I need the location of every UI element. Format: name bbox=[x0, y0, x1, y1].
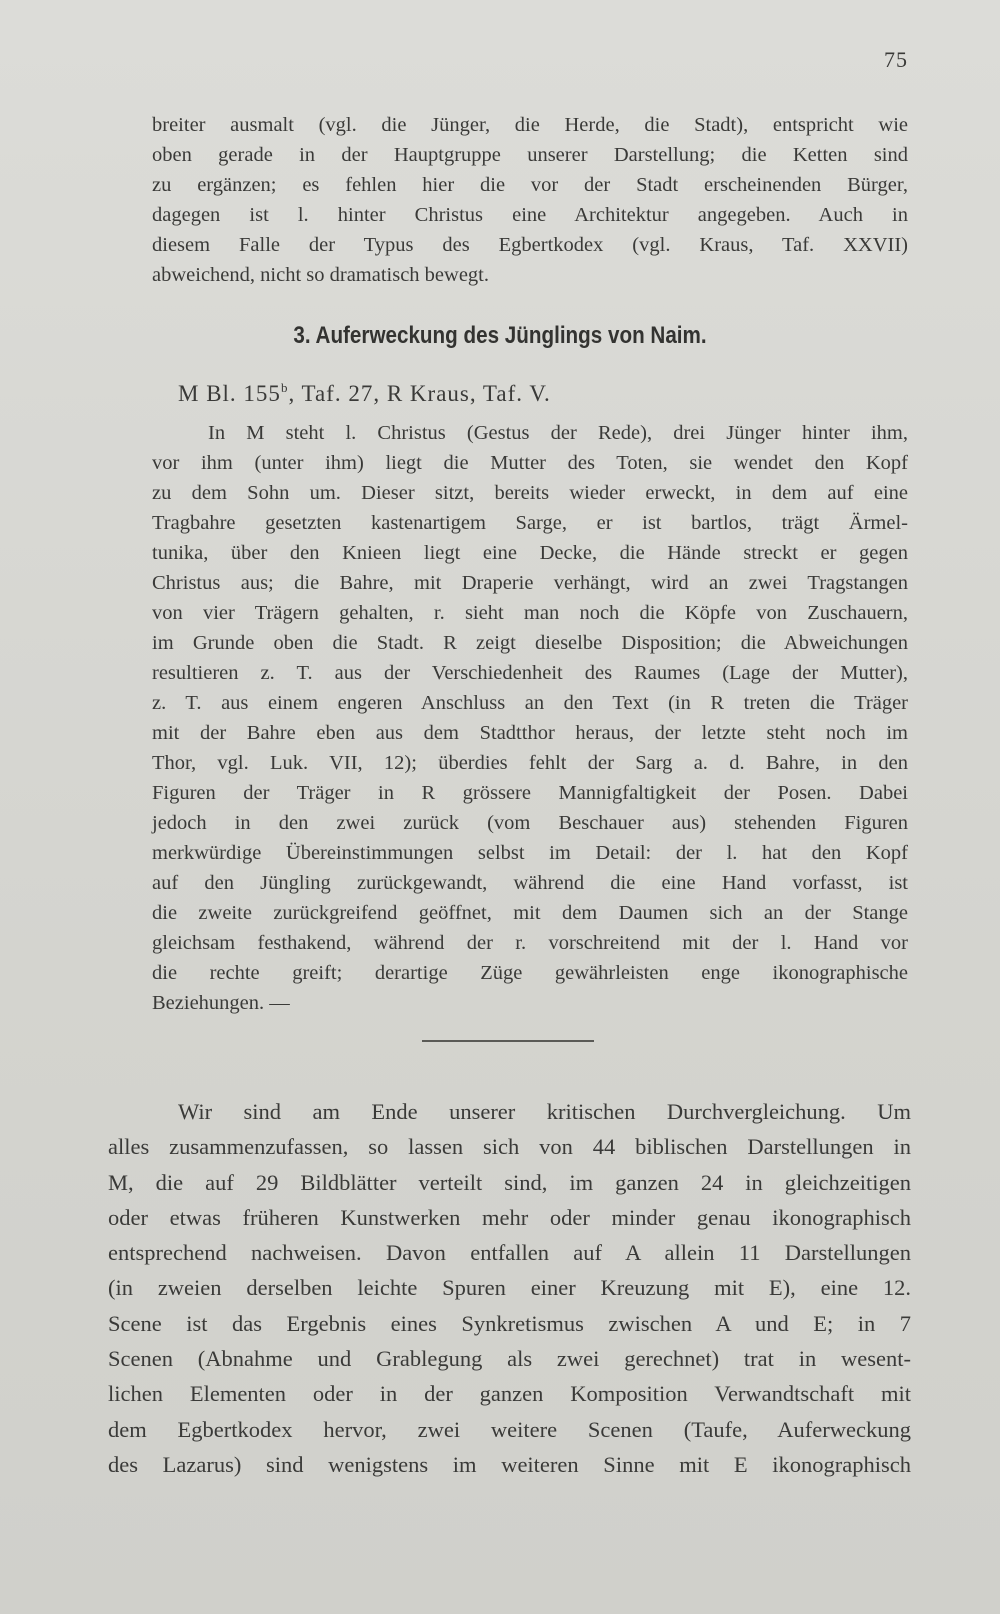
text-line: M, die auf 29 Bildblätter verteilt sind, im ganzen 24 in gleichzeitigen bbox=[108, 1169, 911, 1195]
text-line: Figuren der Träger in R grössere Mannigfaltigkeit der Posen. Dabei bbox=[152, 782, 908, 804]
text-line: abweichend, nicht so dramatisch bewegt. bbox=[152, 264, 489, 286]
text-line: oben gerade in der Hauptgruppe unserer Darstellung; die Ketten sind bbox=[152, 144, 908, 166]
text-line: (in zweien derselben leichte Spuren einer Kreuzung mit E), eine 12. bbox=[108, 1275, 911, 1301]
text-line: Wir sind am Ende unserer kritischen Durchvergleichung. Um bbox=[178, 1099, 911, 1124]
text-line: breiter ausmalt (vgl. die Jünger, die Herde, die Stadt), entspricht wie bbox=[152, 114, 908, 136]
text-line: jedoch in den zwei zurück (vom Beschauer aus) stehenden Figuren bbox=[152, 812, 908, 834]
section-divider bbox=[422, 1040, 594, 1042]
source-superscript: b bbox=[280, 380, 289, 395]
text-line: Beziehungen. — bbox=[152, 992, 290, 1014]
text-line: Scene ist das Ergebnis eines Synkretismus zwischen A und E; in 7 bbox=[108, 1310, 911, 1336]
text-line: alles zusammenzufassen, so lassen sich von 44 biblischen Darstellungen in bbox=[108, 1134, 911, 1160]
text-line: oder etwas früheren Kunstwerken mehr oder minder genau ikonographisch bbox=[108, 1204, 911, 1230]
text-line: die rechte greift; derartige Züge gewährleisten enge ikonographische bbox=[152, 962, 908, 984]
text-line: des Lazarus) sind wenigstens im weiteren Sinne mit E ikonographisch bbox=[108, 1451, 911, 1477]
source-text: , Taf. 27, R Kraus, Taf. V. bbox=[288, 381, 551, 406]
text-line: z. T. aus einem engeren Anschluss an den Text (in R treten die Träger bbox=[152, 692, 908, 714]
text-line: diesem Falle der Typus des Egbertkodex (vgl. Kraus, Taf. XXVII) bbox=[152, 234, 908, 256]
text-line: zu ergänzen; es fehlen hier die vor der Stadt erscheinenden Bürger, bbox=[152, 174, 908, 196]
text-line: entsprechend nachweisen. Davon entfallen auf A allein 11 Darstellungen bbox=[108, 1240, 911, 1266]
text-line: von vier Trägern gehalten, r. sieht man noch die Köpfe von Zuschauern, bbox=[152, 602, 908, 624]
text-line: vor ihm (unter ihm) liegt die Mutter des Toten, sie wendet den Kopf bbox=[152, 452, 908, 474]
source-text: M Bl. 155 bbox=[178, 381, 281, 406]
section-heading: 3. Auferweckung des Jünglings von Naim. bbox=[293, 322, 707, 349]
paragraph-description bbox=[152, 418, 908, 1018]
text-line: merkwürdige Übereinstimmungen selbst im Detail: der l. hat den Kopf bbox=[152, 842, 908, 864]
paragraph-continued bbox=[152, 110, 908, 290]
text-line: dem Egbertkodex hervor, zwei weitere Scenen (Taufe, Auferweckung bbox=[108, 1416, 911, 1442]
text-line: auf den Jüngling zurückgewandt, während die eine Hand vorfasst, ist bbox=[152, 872, 908, 894]
page-number: 75 bbox=[884, 47, 908, 72]
text-line: lichen Elementen oder in der ganzen Komposition Verwandtschaft mit bbox=[108, 1381, 911, 1407]
text-line: dagegen ist l. hinter Christus eine Architektur angegeben. Auch in bbox=[152, 204, 908, 226]
text-line: Christus aus; die Bahre, mit Draperie verhängt, wird an zwei Tragstangen bbox=[152, 572, 908, 594]
text-line: Thor, vgl. Luk. VII, 12); überdies fehlt der Sarg a. d. Bahre, in den bbox=[152, 752, 908, 774]
text-line: zu dem Sohn um. Dieser sitzt, bereits wieder erweckt, in dem auf eine bbox=[152, 482, 908, 504]
text-line: resultieren z. T. aus der Verschiedenheit des Raumes (Lage der Mutter), bbox=[152, 662, 908, 684]
text-line: Tragbahre gesetzten kastenartigem Sarge, er ist bartlos, trägt Ärmel- bbox=[152, 512, 908, 534]
text-line: die zweite zurückgreifend geöffnet, mit dem Daumen sich an der Stange bbox=[152, 902, 908, 924]
text-line: tunika, über den Knieen liegt eine Decke, die Hände streckt er gegen bbox=[152, 542, 908, 564]
text-line: gleichsam festhakend, während der r. vorschreitend mit der l. Hand vor bbox=[152, 932, 908, 954]
text-line: In M steht l. Christus (Gestus der Rede), drei Jünger hinter ihm, bbox=[208, 422, 908, 444]
paragraph-summary bbox=[108, 1094, 911, 1482]
text-line: im Grunde oben die Stadt. R zeigt dieselbe Disposition; die Abweichungen bbox=[152, 632, 908, 654]
source-reference bbox=[178, 380, 551, 407]
text-line: Scenen (Abnahme und Grablegung als zwei gerechnet) trat in wesent- bbox=[108, 1346, 911, 1372]
text-line: mit der Bahre eben aus dem Stadtthor heraus, der letzte steht noch im bbox=[152, 722, 908, 744]
